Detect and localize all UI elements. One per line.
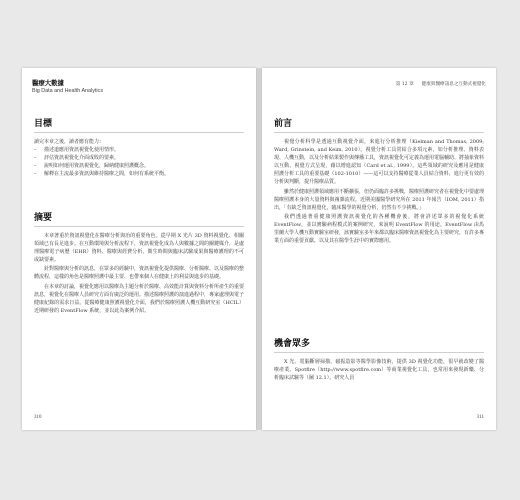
chapter-label: 第 12 章 xyxy=(395,82,414,87)
objectives-heading: 目標 xyxy=(34,119,53,129)
introduction-section xyxy=(274,116,484,245)
objectives-section xyxy=(34,116,244,178)
right-page xyxy=(262,68,496,430)
bullet-icon: – xyxy=(34,147,37,154)
introduction-paragraph: 我們透過著重健康照護資訊視覺化的各種機會後，將會詳述眾多的視覺化系統 EventFlow，並以實驗病程模式的案例研究，來說明 EventFlow 的用途。EventFlow 由馬里蘭大學人機互動實驗室研發，該實驗室多年來都以臨床醫療資訊視覺化為主要研究，有許多專業方面的重要貢獻，以及其在醫學生涯中的實際應用。 xyxy=(274,213,485,245)
introduction-paragraph: 視覺分析科學是透過互動視覺介面，來進行分析推理（Kielman and Thomas, 2009; Ward, Grinstein, and Keim, 2010）。視覺分析工具常結合多項元素，如分析推理、資料表現、人機互動，以及分析結果製作與傳播工具，資訊視覺化可定義為運用電腦輔助、將抽象資料以互動、視覺方式呈現，藉以增進認知（Card et al., 1999）。這些領域的研究及應用是健康照護分析工具的重要基礎（102-1010）——這可以支持醫療從業人員結合資料，進行更有效的分析與判斷，提升醫療品質。 xyxy=(274,139,485,186)
list-item-text: 說明如何運用資訊視覺化，歸納健康照護概念。 xyxy=(44,163,150,170)
section-divider xyxy=(34,226,244,227)
page-number: 311 xyxy=(476,415,484,420)
left-running-header xyxy=(32,78,103,94)
opportunities-paragraph: X 光、電腦斷層掃描、磁振造影等醫學影像技術，提供 3D 視覺化功能，很早就改變了醫療產業。Spotfire（http://www.spotfire.com）等商業視覺化工具，也常用來發現新藥、分析臨床試驗等（圖 12.1）。研究人員 xyxy=(274,359,484,382)
book-subtitle: Big Data and Health Analytics xyxy=(32,88,104,94)
section-divider xyxy=(274,352,484,353)
bullet-icon: – xyxy=(34,163,37,170)
objectives-intro: 讀完本章之後，讀者應有能力： xyxy=(34,139,105,145)
summary-heading: 摘要 xyxy=(34,213,53,223)
chapter-title: 健康與醫療訊息之互動式視覺化 xyxy=(421,82,486,87)
bullet-icon: – xyxy=(34,171,37,178)
book-title: 醫療大數據 xyxy=(32,79,64,87)
section-divider xyxy=(34,132,244,133)
list-item-text: 描述道應用資訊視覺化使用情形。 xyxy=(44,147,120,154)
objectives-list xyxy=(34,146,244,178)
introduction-paragraph: 雖然於健康照護領域應用不斷擴張，但仍面臨許多挑戰，醫療照護研究者在視覺化中要處理醫療照護本身的大量資料與複雜流程。近期美國醫學研究所在 2011 年報告（IOM, 2011）指出，「有缺乏資訊視覺化，臨床醫學的視覺分析，仍然有不少挑戰。」 xyxy=(274,188,485,211)
summary-section xyxy=(34,210,244,315)
right-running-header xyxy=(396,81,486,87)
list-item-text: 評估資訊視覺化介面成敗的要素。 xyxy=(44,155,120,162)
summary-paragraph: 在本章的討論，視覺化應用以醫療為主題分析於醫療、高效能計算與資料分析所產生的重要訊息，視覺化在醫療人員研究方面有廣泛的運用。描述醫療照護的演進過程中，專家處理與電子健康紀錄的需求日益。從醫療健康照護視覺化介面，我們於醫療照護人機互動研究室（HCIL）近期研發的 EventFlow 系統，並以此為案例介紹。 xyxy=(34,283,245,314)
opportunities-section xyxy=(274,336,484,382)
introduction-heading: 前言 xyxy=(274,119,293,129)
list-item xyxy=(34,154,244,162)
list-item-text: 解釋在主流最多資訊與維持醫療之間，如何有系統平衡。 xyxy=(44,171,170,178)
summary-paragraph: 本章著重於資訊視覺化在醫療分析與治的重要角色。從早期 X 光片 3D 資料視覺化、相關領域已有長足進步。在互動環境與分析流程下，資訊視覺化成為人與數據之間的關鍵媒介，是處理醫療電子病歷（EHR）資料、醫療與經費分析、衛生時間與臨床試驗成果與醫療護理的不可或缺要素。 xyxy=(34,233,245,264)
summary-paragraph: 針對醫療與分析的訊息，在眾多的經驗中，資訊視覺化提供醫療、分析醫療、以及醫療的整體流程，這樣的角色是醫療照護中最主要、也帶來個人在健康上的利益與進步的基礎。 xyxy=(34,266,245,281)
opportunities-heading: 機會眾多 xyxy=(274,339,311,349)
page-number: 310 xyxy=(34,415,42,420)
section-divider xyxy=(274,132,484,133)
list-item xyxy=(34,146,244,154)
list-item xyxy=(34,170,244,178)
left-page xyxy=(22,68,256,430)
bullet-icon: – xyxy=(34,155,37,162)
list-item xyxy=(34,162,244,170)
